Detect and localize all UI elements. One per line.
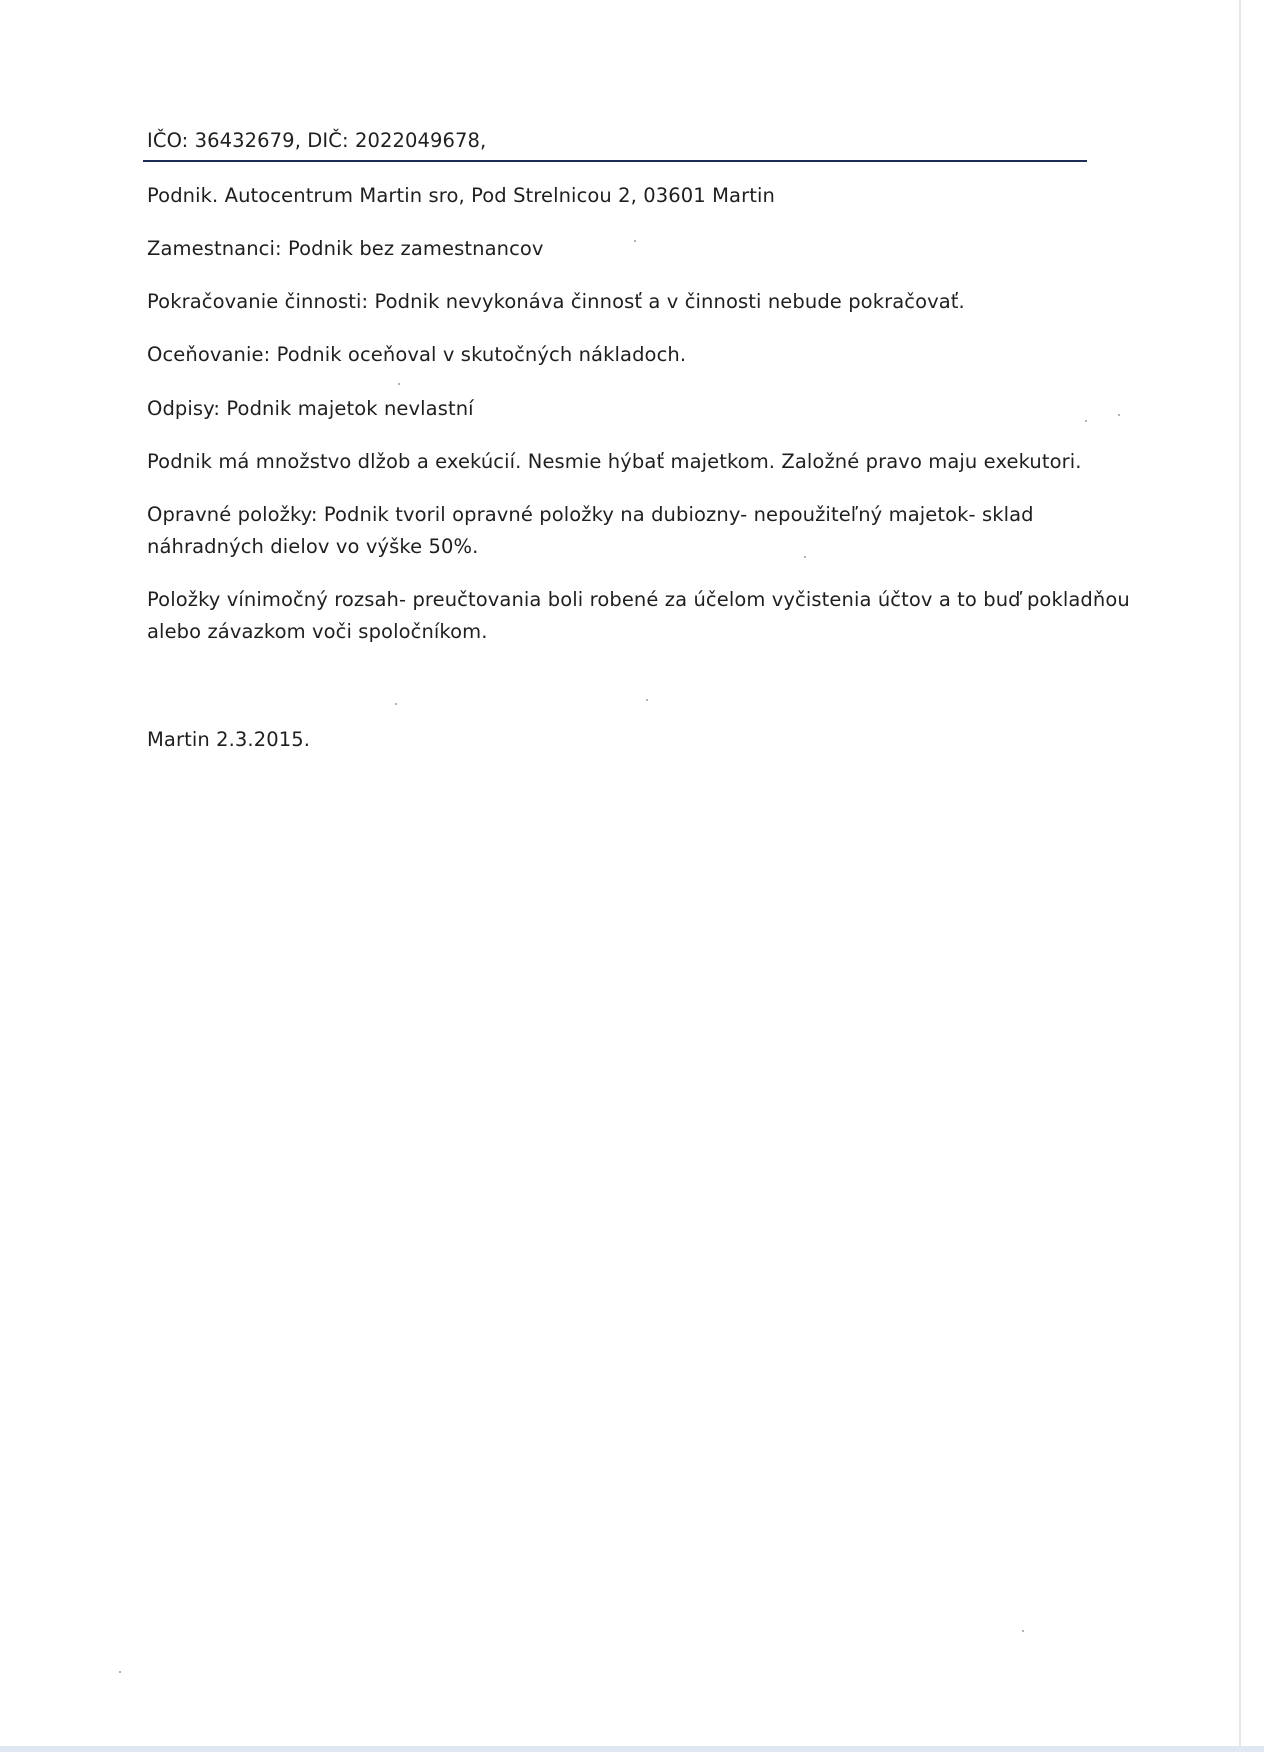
place-date: Martin 2.3.2015.: [147, 728, 311, 751]
provisions-line-1: Opravné položky: Podnik tvoril opravné položky na dubiozny- nepoužiteľný majetok- sklad: [147, 503, 1034, 526]
scan-speck: [395, 703, 397, 705]
employees-line: Zamestnanci: Podnik bez zamestnancov: [147, 237, 544, 260]
scan-speck: [1085, 420, 1087, 422]
scan-edge: [1239, 0, 1241, 1752]
header-rule: [143, 160, 1087, 162]
continuation-line: Pokračovanie činnosti: Podnik nevykonáva činnosť a v činnosti nebude pokračovať.: [147, 290, 965, 313]
scan-speck: [1022, 1630, 1024, 1632]
provisions-line-2: náhradných dielov vo výške 50%.: [147, 535, 479, 558]
debts-line: Podnik má množstvo dlžob a exekúcií. Nesmie hýbať majetkom. Založné pravo maju exekutori.: [147, 450, 1082, 473]
valuation-line: Oceňovanie: Podnik oceňoval v skutočných nákladoch.: [147, 343, 687, 366]
items-line-2: alebo závazkom voči spoločníkom.: [147, 620, 488, 643]
scan-speck: [398, 383, 400, 385]
scan-speck: [646, 699, 648, 701]
items-line-1: Položky vínimočný rozsah- preučtovania boli robené za účelom vyčistenia účtov a to buď pokladňou: [147, 588, 1130, 611]
depreciation-line: Odpisy: Podnik majetok nevlastní: [147, 397, 474, 420]
scan-speck: [634, 240, 636, 242]
scan-bottom-edge: [0, 1746, 1264, 1752]
scan-speck: [804, 556, 806, 558]
scan-speck: [119, 1671, 121, 1673]
scan-speck: [1118, 414, 1120, 416]
company-line: Podnik. Autocentrum Martin sro, Pod Strelnicou 2, 03601 Martin: [147, 184, 775, 207]
company-ids: IČO: 36432679, DIČ: 2022049678,: [147, 129, 487, 152]
